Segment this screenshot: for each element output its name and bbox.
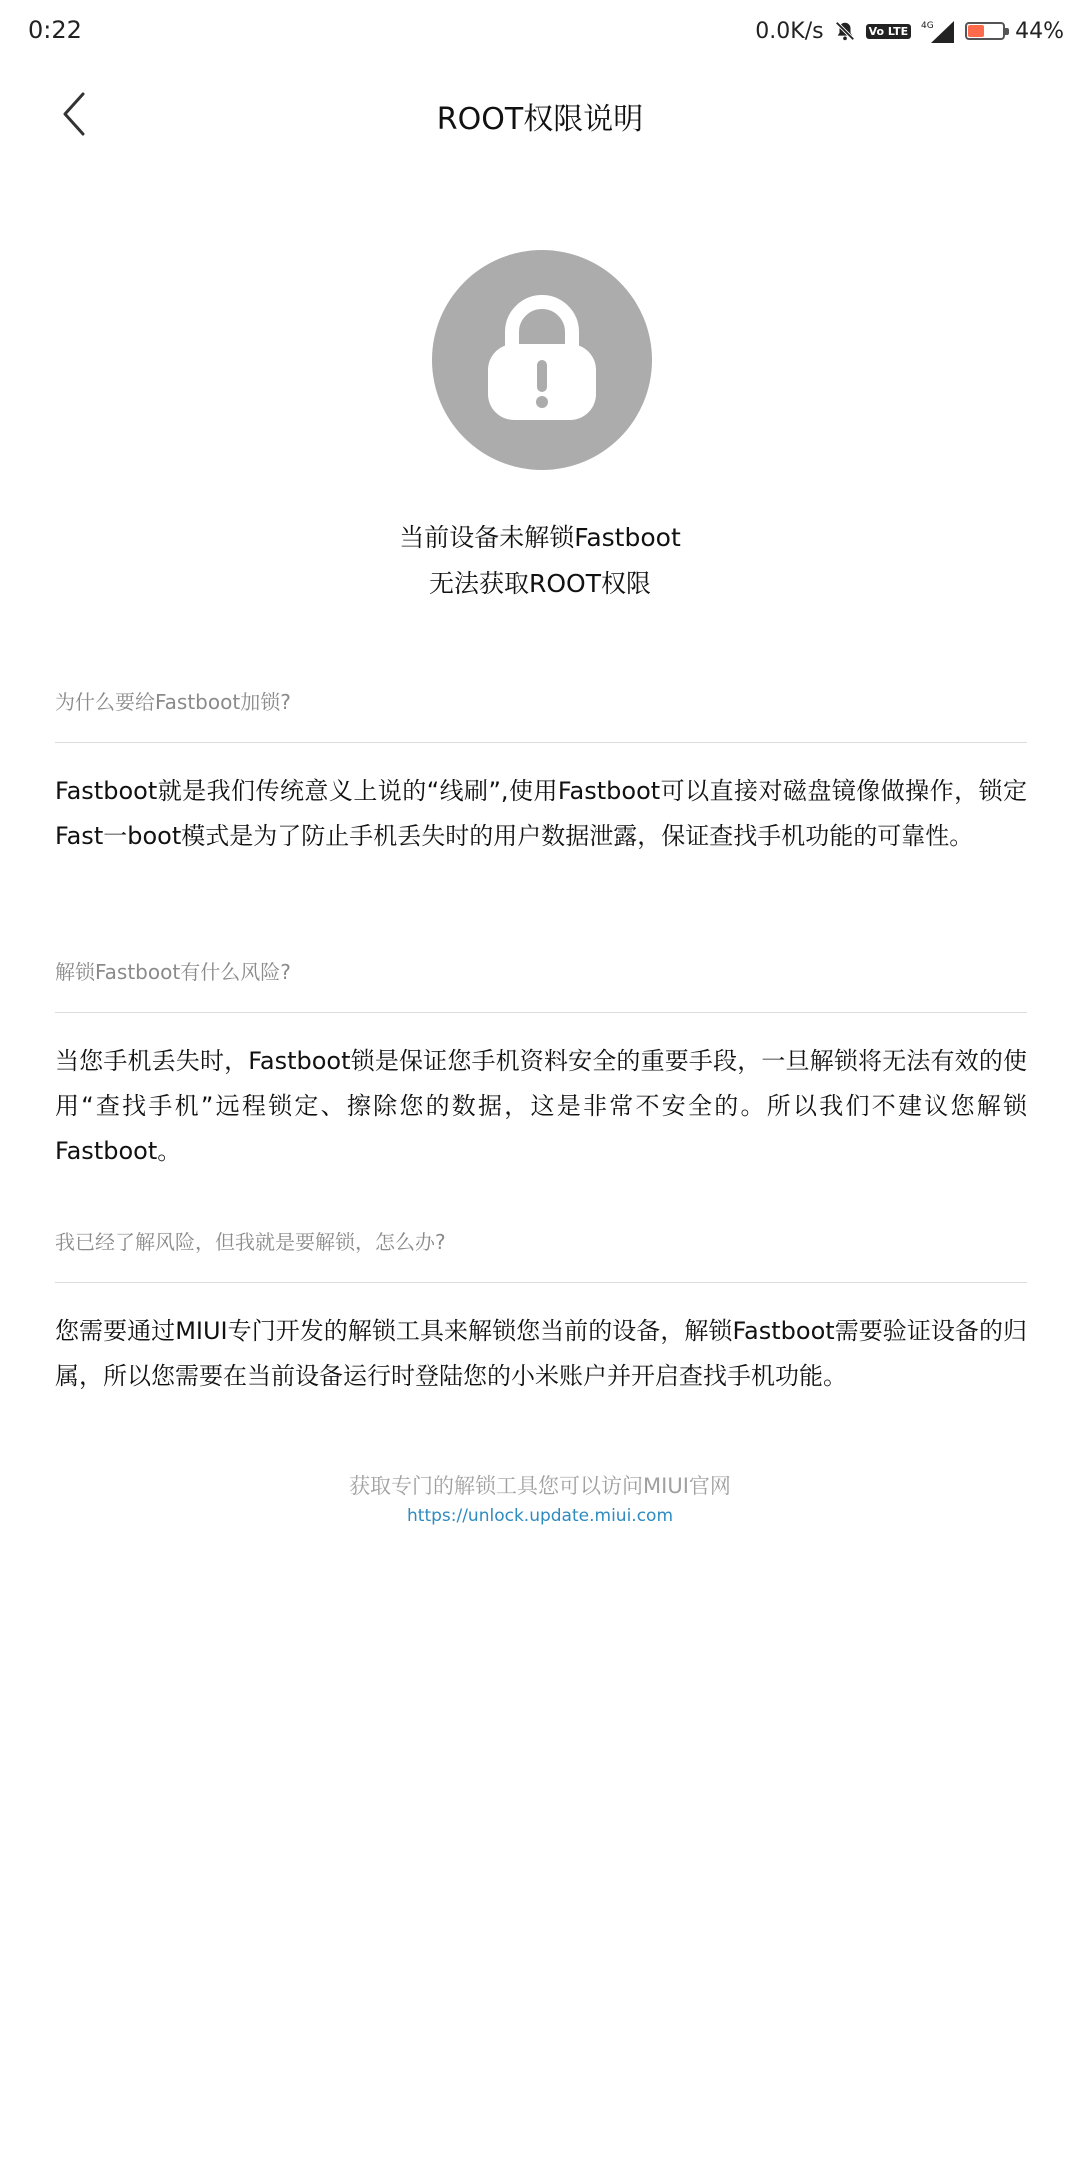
lock-status-line2: 无法获取ROOT权限 — [429, 569, 651, 598]
divider — [55, 742, 1027, 743]
status-bar — [0, 0, 1080, 64]
battery-fill — [968, 25, 984, 37]
faq-answer: 当您手机丢失时，Fastboot锁是保证您手机资料安全的重要手段，一旦解锁将无法有效的使用“查找手机”远程锁定、擦除您的数据，这是非常不安全的。所以我们不建议您解锁Fastboot。 — [55, 1047, 1027, 1165]
divider — [55, 1282, 1027, 1283]
page-title: ROOT权限说明 — [436, 102, 644, 137]
divider — [55, 1012, 1027, 1013]
mute-icon — [834, 20, 856, 42]
volte-icon: Vo LTE — [866, 24, 912, 39]
battery-icon — [965, 22, 1005, 40]
status-icons — [755, 12, 1064, 50]
unlock-site-link[interactable]: https://unlock.update.miui.com — [407, 1506, 673, 1526]
svg-text:4G: 4G — [921, 21, 934, 31]
faq-answer: Fastboot就是我们传统意义上说的“线刷”,使用Fastboot可以直接对磁盘镜像做操作，锁定Fast一boot模式是为了防止手机丢失时的用户数据泄露，保证查找手机功能的可靠性。 — [55, 777, 1027, 850]
faq-section — [55, 1220, 1027, 1399]
faq-question: 我已经了解风险，但我就是要解锁，怎么办? — [55, 1230, 446, 1254]
faq-question: 解锁Fastboot有什么风险? — [55, 960, 291, 984]
app-header — [0, 70, 1080, 170]
faq-section — [55, 680, 1027, 859]
status-time: 0:22 — [28, 16, 82, 44]
signal-icon — [921, 19, 955, 43]
faq-answer: 您需要通过MIUI专门开发的解锁工具来解锁您当前的设备，解锁Fastboot需要验证设备的归属，所以您需要在当前设备运行时登陆您的小米账户并开启查找手机功能。 — [55, 1317, 1027, 1390]
lock-icon — [432, 250, 652, 470]
faq-question: 为什么要给Fastboot加锁? — [55, 690, 291, 714]
battery-percent: 44% — [1015, 18, 1064, 44]
net-speed: 0.0K/s — [755, 18, 824, 44]
faq-section — [55, 950, 1027, 1174]
lock-status-line1: 当前设备未解锁Fastboot — [399, 523, 681, 552]
unlock-tool-hint: 获取专门的解锁工具您可以访问MIUI官网 — [349, 1474, 731, 1498]
